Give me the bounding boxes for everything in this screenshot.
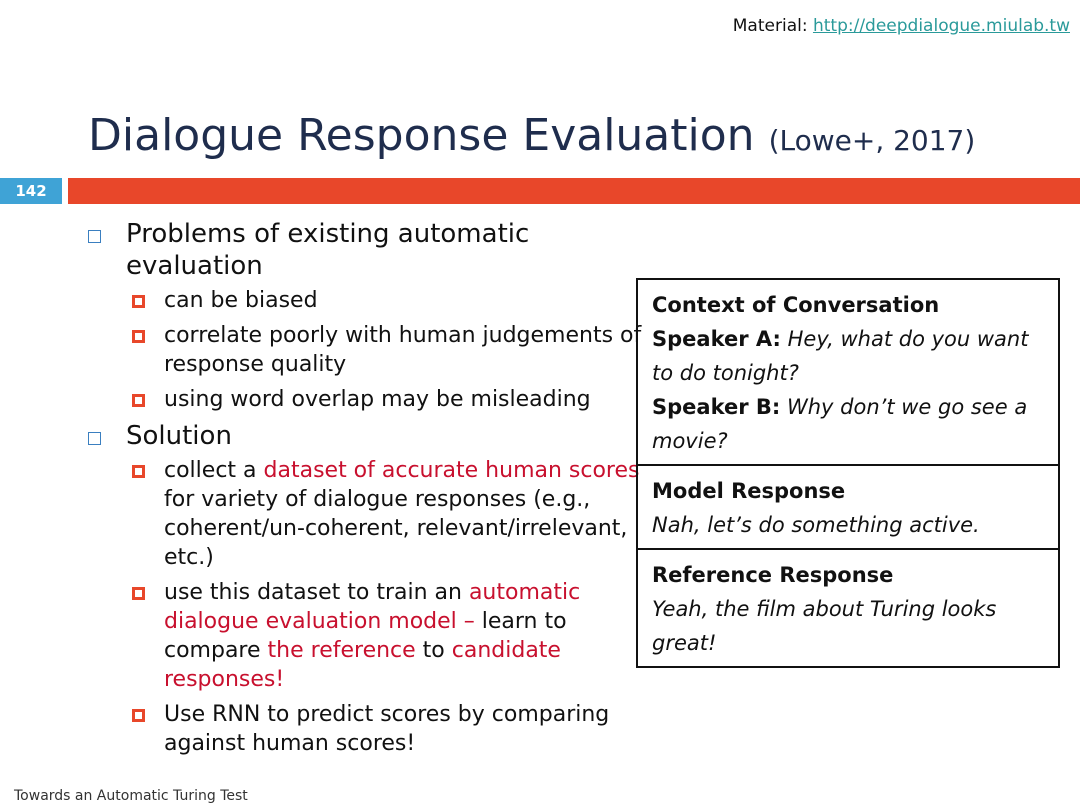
square-bullet-icon: [132, 330, 145, 343]
square-bullet-icon: [132, 709, 145, 722]
text-segment: learn to compare: [164, 609, 567, 663]
sub-bullet-text: using word overlap may be misleading: [164, 387, 591, 412]
sub-bullet: [84, 578, 644, 694]
model-response-heading: Model Response: [652, 479, 846, 503]
bullet-problems-label: Problems of existing automatic evaluation: [126, 219, 530, 281]
speaker-b-label: Speaker B:: [652, 395, 781, 419]
square-bullet-icon: [132, 587, 145, 600]
text-segment: collect a: [164, 458, 264, 483]
highlight-text: dataset of accurate human scores: [263, 458, 640, 483]
speaker-b-text: Why don’t we go see a movie?: [652, 395, 1028, 453]
bullet-problems: [84, 218, 644, 282]
highlight-text: the reference: [267, 638, 416, 663]
model-response-text: Nah, let’s do something active.: [652, 513, 980, 537]
text-segment: for variety of dialogue responses (e.g., coherent/un-coherent, relevant/irrelevant, etc.): [164, 487, 628, 570]
example-box: [636, 278, 1060, 668]
reference-response-heading: Reference Response: [652, 563, 894, 587]
slide-title-main: Dialogue Response Evaluation: [88, 110, 755, 161]
slide-title-citation: (Lowe+, 2017): [768, 124, 976, 157]
page-number: 142: [0, 178, 62, 204]
highlight-text: candidate responses!: [164, 638, 561, 692]
reference-response-text: Yeah, the film about Turing looks great!: [652, 597, 997, 655]
reference-response-cell: [638, 548, 1058, 666]
sub-bullet-text: can be biased: [164, 288, 318, 313]
footer-text: Towards an Automatic Turing Test: [14, 788, 248, 804]
sub-bullet: [84, 700, 644, 758]
sub-bullet: [84, 321, 644, 379]
sub-bullet: [84, 286, 644, 315]
text-segment: to: [415, 638, 452, 663]
model-response-cell: [638, 464, 1058, 548]
sub-bullet: [84, 456, 644, 572]
square-bullet-icon: [132, 394, 145, 407]
sub-bullet-text: correlate poorly with human judgements of response quality: [164, 323, 642, 377]
speaker-a-line: [652, 322, 1044, 390]
highlight-text: automatic dialogue evaluation model –: [164, 580, 581, 634]
material-credit: [733, 16, 1070, 36]
speaker-b-line: [652, 390, 1044, 458]
speaker-a-label: Speaker A:: [652, 327, 781, 351]
slide-title: [88, 110, 975, 161]
material-label: Material:: [732, 16, 808, 36]
bullet-solution: [84, 420, 644, 452]
context-cell: [638, 280, 1058, 464]
material-link[interactable]: http://deepdialogue.miulab.tw: [812, 16, 1070, 36]
square-bullet-icon: [132, 465, 145, 478]
context-heading: Context of Conversation: [652, 293, 940, 317]
sub-bullet-text: Use RNN to predict scores by comparing against human scores!: [164, 702, 610, 756]
speaker-a-text: Hey, what do you want to do tonight?: [652, 327, 1029, 385]
text-segment: use this dataset to train an: [164, 580, 469, 605]
bullet-list: [84, 218, 644, 764]
hollow-square-bullet-icon: [88, 230, 101, 243]
bullet-solution-label: Solution: [126, 421, 232, 451]
sub-bullet: [84, 385, 644, 414]
square-bullet-icon: [132, 295, 145, 308]
title-accent-bar: [68, 178, 1080, 204]
hollow-square-bullet-icon: [88, 432, 101, 445]
